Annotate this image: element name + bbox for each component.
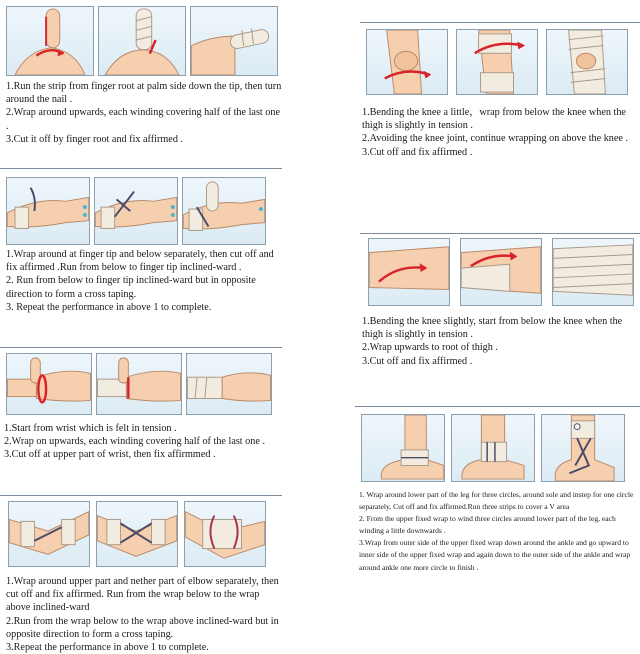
thigh-taping-panel bbox=[360, 233, 640, 368]
finger-wrap-start-icon bbox=[6, 6, 94, 76]
divider bbox=[360, 22, 640, 23]
step-text: 1.Start from wrist which is felt in tension . bbox=[4, 423, 177, 434]
finger-wrap-done-icon bbox=[190, 6, 278, 76]
step-text: 2.Wrap around upwards, each winding covering half of the last one . bbox=[6, 107, 280, 132]
step-text: 1.Bending the knee a little，wrap from below the knee when the thigh is slightly in tension . bbox=[362, 107, 626, 132]
knee-wrap-start-icon bbox=[366, 29, 448, 95]
step-text: 3. Repeat the performance in above 1 to complete. bbox=[6, 301, 212, 313]
thumb-steps bbox=[6, 248, 278, 314]
step-text: 2.Wrap upwards to root of thigh . bbox=[362, 342, 498, 354]
step-text: 3.Wrap from outer side of the upper fixed wrap down around the ankle and go upward to inner side of the upper fixed wrap and again down to the outer side of the ankle and wrap around ankle one more circle to finish . bbox=[359, 538, 631, 572]
wrist-steps bbox=[4, 422, 280, 462]
elbow-wrap-start-icon bbox=[8, 501, 90, 567]
ankle-taping-panel bbox=[355, 406, 640, 576]
ankle-wrap-start-icon bbox=[361, 414, 445, 482]
step-text: 1.Wrap around at finger tip and below separately, then cut off and fix affirmed .Run from below to finger tip inclined-ward . bbox=[6, 249, 274, 274]
finger-steps bbox=[6, 80, 282, 146]
elbow-wrap-done-icon bbox=[184, 501, 266, 567]
finger-wrap-mid-icon bbox=[98, 6, 186, 76]
step-text: 2. Run from below to finger tip inclined-ward but in opposite direction to form a cross taping. bbox=[6, 275, 256, 300]
thumb-wrap-start-icon bbox=[6, 177, 90, 245]
wrist-wrap-done-icon bbox=[186, 353, 272, 415]
knee-taping-panel bbox=[360, 22, 640, 172]
step-text: 3.Cut off at upper part of wrist, then fix affirmmed . bbox=[4, 449, 216, 461]
thumb-wrap-cross-icon bbox=[94, 177, 178, 245]
wrist-taping-panel bbox=[0, 347, 282, 472]
step-text: 1.Wrap around upper part and nether part of elbow separately, then cut off and fix affirmed. Run from the wrap below to the wrap above inclined-ward bbox=[6, 576, 279, 614]
divider bbox=[0, 495, 282, 496]
step-text: 2.Run from the wrap below to the wrap above inclined-ward but in opposite direction to form a cross taping. bbox=[6, 615, 279, 640]
step-text: 2.Avoiding the knee joint, continue wrapping on above the knee . bbox=[362, 133, 629, 145]
divider bbox=[0, 168, 282, 169]
thigh-wrap-start-icon bbox=[368, 238, 450, 306]
thumb-taping-panel bbox=[0, 168, 282, 328]
ankle-steps bbox=[359, 489, 639, 574]
step-text: 3.Cut it off by finger root and fix affirmed . bbox=[6, 133, 184, 145]
step-text: 3.Cut off and fix affirmed . bbox=[362, 146, 473, 158]
knee-steps bbox=[362, 106, 638, 159]
knee-wrap-done-icon bbox=[546, 29, 628, 95]
thumb-wrap-done-icon bbox=[182, 177, 266, 245]
ankle-wrap-mid-icon bbox=[451, 414, 535, 482]
step-text: 1.Bending the knee slightly, start from below the knee when the thigh is slightly in tension . bbox=[362, 316, 623, 341]
wrist-wrap-mid-icon bbox=[96, 353, 182, 415]
ankle-wrap-done-icon bbox=[541, 414, 625, 482]
divider bbox=[360, 233, 640, 234]
elbow-steps bbox=[6, 575, 282, 654]
step-text: 3.Cut off and fix affirmed . bbox=[362, 355, 473, 367]
finger-taping-panel bbox=[0, 0, 282, 150]
divider bbox=[0, 347, 282, 348]
step-text: 1. Wrap around lower part of the leg for three circles, around sole and instep for one circle separately, Cut off and fix affirmed.Run three strips to cover a V area bbox=[359, 490, 634, 512]
divider bbox=[355, 406, 640, 407]
elbow-taping-panel bbox=[0, 495, 282, 654]
elbow-wrap-cross-icon bbox=[96, 501, 178, 567]
step-text: 1.Run the strip from finger root at palm side down the tip, then turn around the nail . bbox=[6, 81, 282, 106]
thigh-wrap-mid-icon bbox=[460, 238, 542, 306]
step-text: 3.Repeat the performance in above 1 to complete. bbox=[6, 642, 209, 654]
step-text: 2. From the upper fixed wrap to wind three circles around lower part of the leg, each winding a little downwards . bbox=[359, 514, 616, 536]
step-text: 2.Wrap on upwards, each winding covering half of the last one . bbox=[4, 436, 265, 448]
thigh-steps bbox=[362, 315, 638, 368]
thigh-wrap-done-icon bbox=[552, 238, 634, 306]
knee-wrap-mid-icon bbox=[456, 29, 538, 95]
wrist-wrap-start-icon bbox=[6, 353, 92, 415]
